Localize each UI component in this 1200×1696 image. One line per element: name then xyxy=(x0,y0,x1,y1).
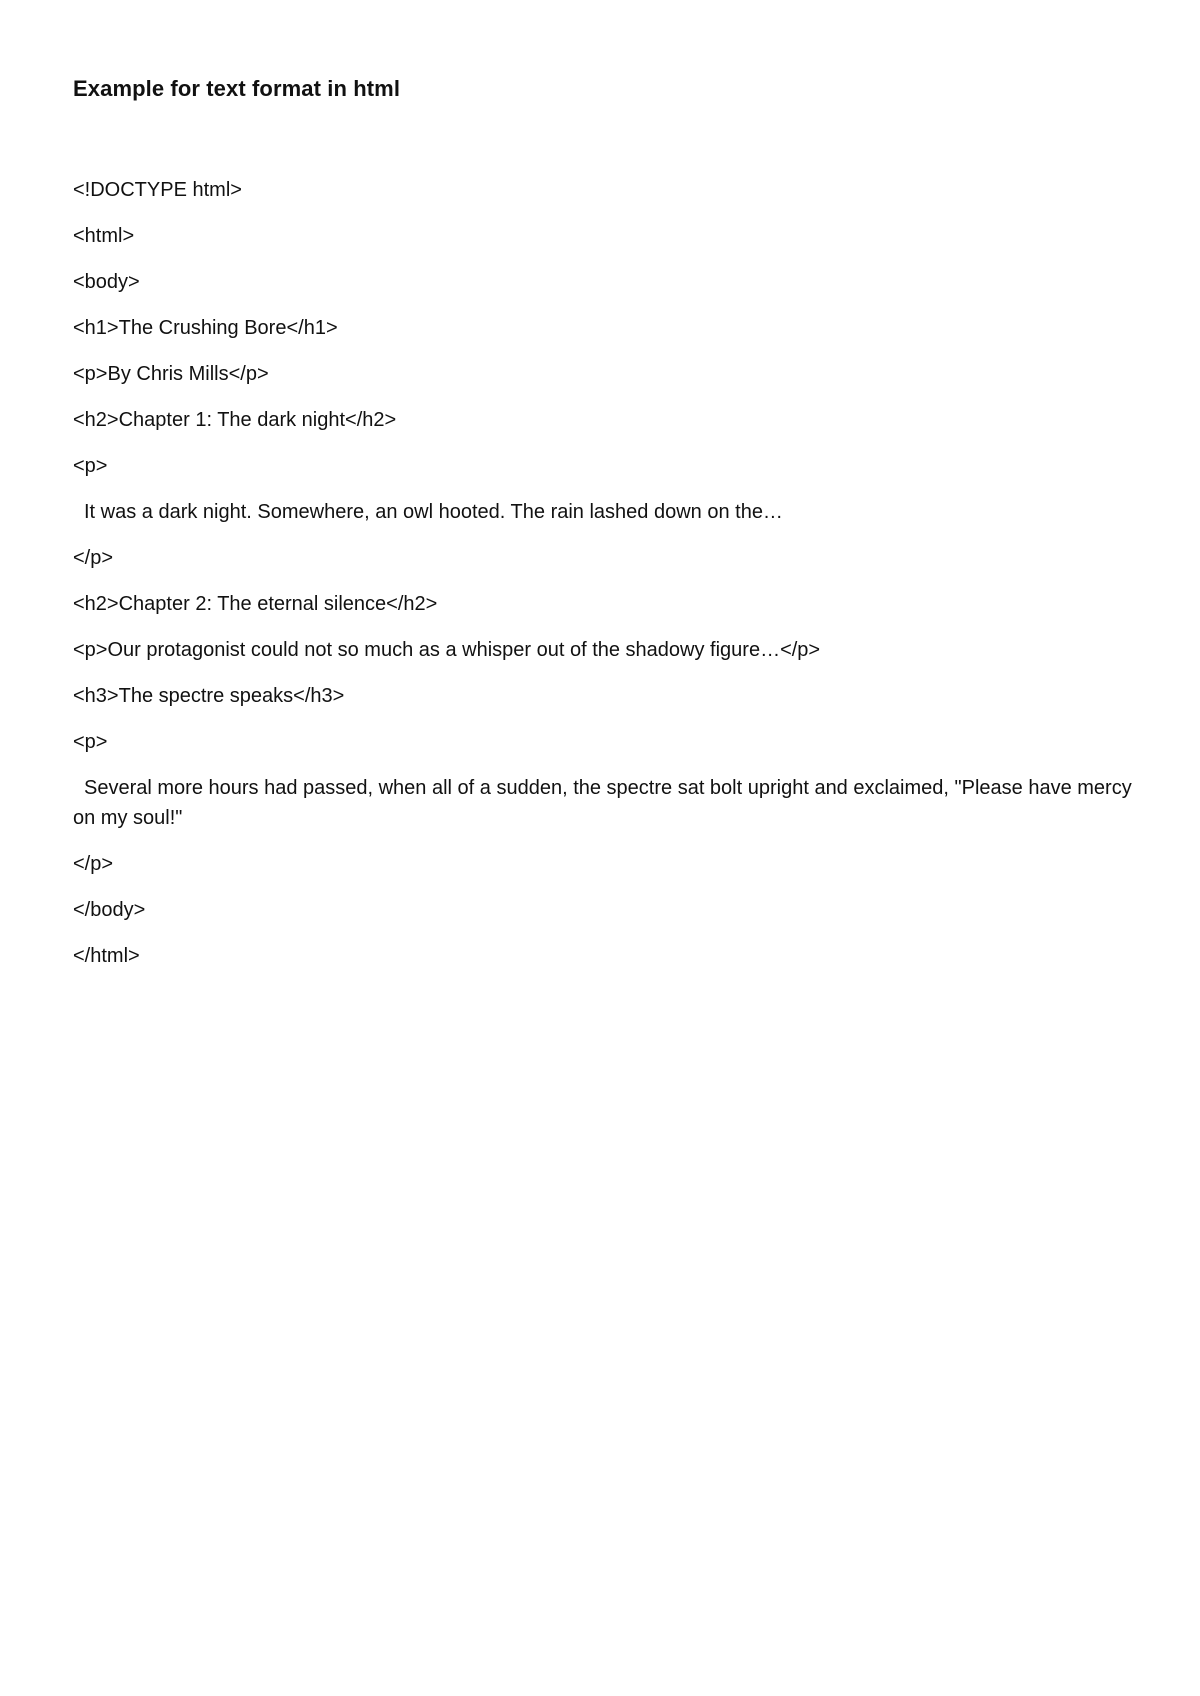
code-line-html-close: </html> xyxy=(73,945,140,967)
code-line-body-close: </body> xyxy=(73,899,146,921)
code-line-p-open-2: <p> xyxy=(73,731,108,753)
code-line-h2-chapter-1: <h2>Chapter 1: The dark night</h2> xyxy=(73,409,397,431)
code-listing xyxy=(73,175,1133,987)
code-line-paragraph-2: <p>Our protagonist could not so much as a whisper out of the shadowy figure…</p> xyxy=(73,639,821,661)
code-line-html-open: <html> xyxy=(73,225,135,247)
code-line-p-open-1: <p> xyxy=(73,455,108,477)
code-line-p-close-2: </p> xyxy=(73,853,114,875)
code-line-h3: <h3>The spectre speaks</h3> xyxy=(73,685,345,707)
code-line-body-open: <body> xyxy=(73,271,140,293)
code-line-p-close-1: </p> xyxy=(73,547,114,569)
code-line-h1: <h1>The Crushing Bore</h1> xyxy=(73,317,338,339)
code-line-byline: <p>By Chris Mills</p> xyxy=(73,363,269,385)
code-line-h2-chapter-2: <h2>Chapter 2: The eternal silence</h2> xyxy=(73,593,438,615)
code-line-paragraph-3-text: Several more hours had passed, when all of a sudden, the spectre sat bolt upright and exclaimed, "Please have mercy on my soul!" xyxy=(73,777,1132,829)
code-line-doctype: <!DOCTYPE html> xyxy=(73,179,242,201)
document-title: Example for text format in html xyxy=(73,76,401,101)
code-line-paragraph-1-text: It was a dark night. Somewhere, an owl hooted. The rain lashed down on the… xyxy=(84,501,783,523)
